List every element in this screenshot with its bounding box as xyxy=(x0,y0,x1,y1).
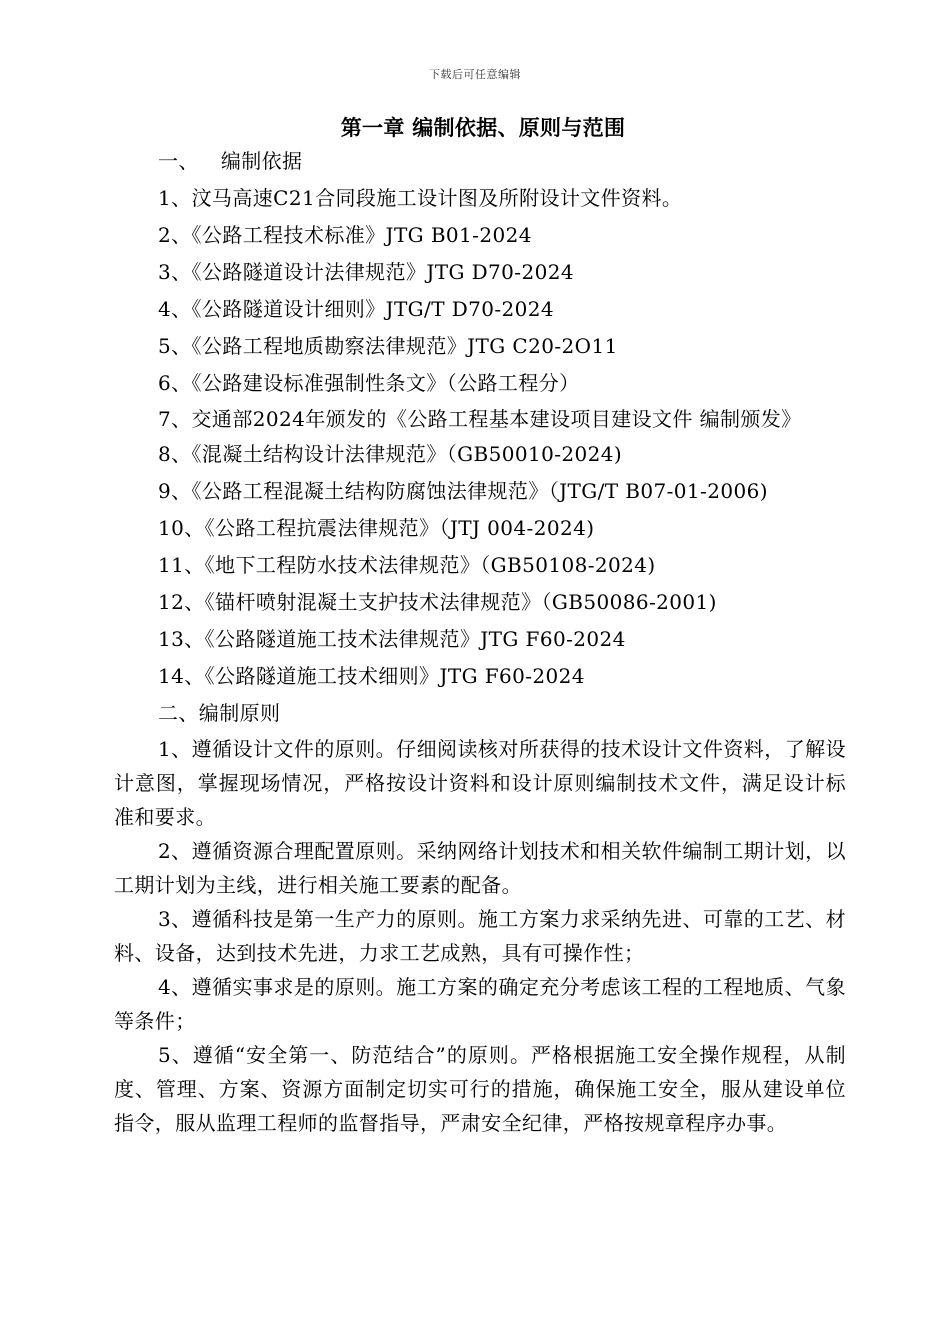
basis-item: 9、《公路工程混凝土结构防腐蚀法律规范》（JTG/T B07-01-2006) xyxy=(158,479,768,503)
document-body xyxy=(114,143,846,1140)
chapter-title: 第一章 编制依据、原则与范围 xyxy=(340,115,626,140)
basis-item: 14、《公路隧道施工技术细则》JTG F60-2024 xyxy=(158,664,585,688)
header-note: 下载后可任意编辑 xyxy=(429,68,521,81)
basis-item: 13、《公路隧道施工技术法律规范》JTG F60-2024 xyxy=(158,627,626,651)
principle-item: 4、遵循实事求是的原则。施工方案的确定充分考虑该工程的工程地质、气象等条件； xyxy=(114,975,846,1033)
principle-item: 1、遵循设计文件的原则。仔细阅读核对所获得的技术设计文件资料，了解设计意图，掌握现场情况，严格按设计资料和设计原则编制技术文件，满足设计标准和要求。 xyxy=(114,737,846,829)
basis-item: 7、交通部2024年颁发的《公路工程基本建设项目建设文件 编制颁发》 xyxy=(158,407,802,431)
principle-item: 5、遵循“安全第一、防范结合”的原则。严格根据施工安全操作规程，从制度、管理、方案、资源方面制定切实可行的措施，确保施工安全，服从建设单位指令，服从监理工程师的监督指导，严肃安全纪律，严格按规章程序办事。 xyxy=(114,1043,846,1135)
principle-item: 2、遵循资源合理配置原则。采纳网络计划技术和相关软件编制工期计划，以工期计划为主线，进行相关施工要素的配备。 xyxy=(114,839,846,897)
basis-item: 11、《地下工程防水技术法律规范》（GB50108-2024) xyxy=(158,553,656,577)
principle-item: 3、遵循科技是第一生产力的原则。施工方案力求采纳先进、可靠的工艺、材料、设备，达到技术先进，力求工艺成熟，具有可操作性； xyxy=(114,907,846,965)
section-heading-principles: 二、编制原则 xyxy=(158,701,281,725)
section-heading-text: 编制依据 xyxy=(220,149,303,173)
basis-item: 10、《公路工程抗震法律规范》（JTJ 004-2024) xyxy=(158,516,595,540)
section-heading-basis xyxy=(114,143,846,180)
basis-item: 5、《公路工程地质勘察法律规范》JTG C20-2O11 xyxy=(158,334,618,358)
basis-item: 4、《公路隧道设计细则》JTG/T D70-2024 xyxy=(158,297,555,321)
basis-item: 8、《混凝土结构设计法律规范》（GB50010-2024) xyxy=(158,442,623,466)
basis-item: 2、《公路工程技术标准》JTG B01-2024 xyxy=(158,223,532,247)
basis-item: 12、《锚杆喷射混凝土支护技术法律规范》（GB50086-2001) xyxy=(158,590,717,614)
basis-item: 6、《公路建设标准强制性条文》（公路工程分） xyxy=(158,371,580,395)
section-number: 一、 xyxy=(158,149,199,173)
basis-item: 3、《公路隧道设计法律规范》JTG D70-2024 xyxy=(158,260,574,284)
basis-item: 1、汶马高速C21合同段施工设计图及所附设计文件资料。 xyxy=(158,186,683,210)
